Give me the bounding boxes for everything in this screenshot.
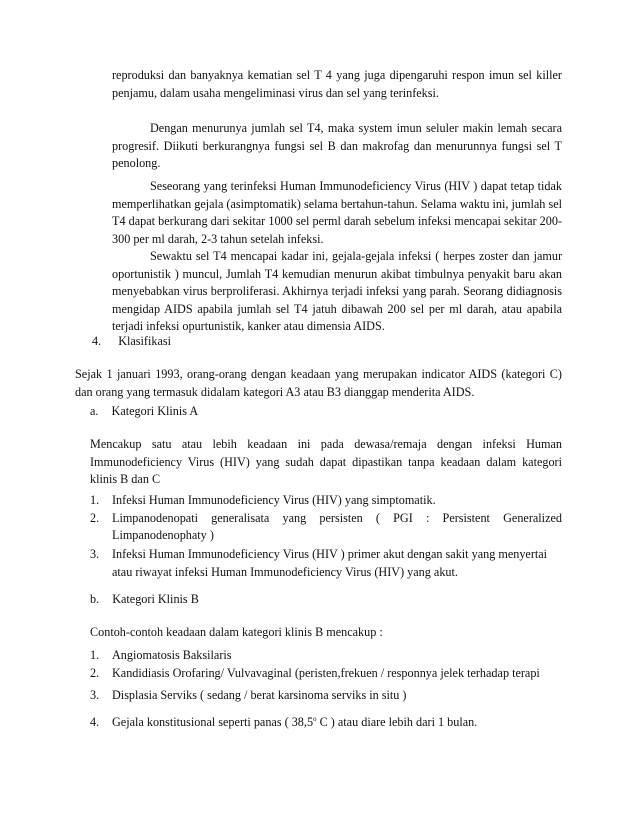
heading-kategori-b <box>90 591 199 609</box>
kategori-b-list <box>90 647 562 682</box>
list-item-text: Limpanodenopati generalisata yang persisten ( PGI : Persistent Generalized Limpanodenophaty ) <box>112 510 562 542</box>
section-heading-klasifikasi <box>92 333 171 351</box>
heading-letter: b. <box>90 592 100 606</box>
list-item-number: 1. <box>90 648 100 662</box>
list-item-text: Infeksi Human Immunodeficiency Virus (HIV ) primer akut dengan sakit yang menyertai atau riwayat infeksi Human Immunodeficiency Virus (HIV) yang akut. <box>112 547 548 579</box>
list-item-text: Kandidiasis Orofaring/ Vulvavaginal (peristen,frekuen / responnya jelek terhadap terapi <box>112 665 540 680</box>
list-item-text: Displasia Serviks ( sedang / berat karsinoma serviks in situ ) <box>112 688 407 702</box>
list-item <box>90 510 562 545</box>
list-item-number: 2. <box>90 510 100 525</box>
list-item <box>90 492 562 510</box>
list-item <box>90 665 562 683</box>
paragraph-aids-diagnosis: Sewaktu sel T4 mencapai kadar ini, gejala-gejala infeksi ( herpes zoster dan jamur oportunistik ) muncul, Jumlah T4 kemudian menurun akibat timbulnya penyakit baru akan menyebabkan virus berproliferasi. Akhirnya terjadi infeksi yang parah. Seorang didiagnosis mengidap AIDS apabila jumlah sel T4 jatuh dibawah 200 sel per ml darah, atau apabila terjadi infeksi opurtunistik, kanker atau dimensia AIDS. <box>112 249 562 333</box>
heading-kategori-a <box>90 403 198 421</box>
list-item-number: 1. <box>90 493 100 507</box>
list-item-number: 3. <box>90 547 100 561</box>
list-item <box>90 546 562 581</box>
paragraph-classification-intro: Sejak 1 januari 1993, orang-orang dengan keadaan yang merupakan indicator AIDS (kategori C) dan orang yang termasuk didalam kategori A3 atau B3 dianggap menderita AIDS. <box>75 367 562 399</box>
text-after-degree: C ) atau diare lebih dari 1 bulan. <box>316 715 478 729</box>
list-item-text: Infeksi Human Immunodeficiency Virus (HIV) yang simptomatik. <box>112 493 436 507</box>
list-item <box>90 714 562 732</box>
degree-superscript: o <box>313 714 317 723</box>
kategori-b-list-item-3 <box>90 687 562 705</box>
paragraph-asymptomatic: Seseorang yang terinfeksi Human Immunodeficiency Virus (HIV ) dapat tetap tidak memperlihatkan gejala (asimptomatik) selama bertahun-tahun. Selama waktu ini, jumlah sel T4 dapat berkurang dari sekitar 1000 sel perml darah sebelum infeksi mencapai sekitar 200-300 per ml darah, 2-3 tahun setelah infeksi. <box>112 179 562 246</box>
heading-letter: a. <box>90 404 99 418</box>
kategori-a-list <box>90 492 562 545</box>
paragraph-immune-response: reproduksi dan banyaknya kematian sel T 4 yang juga dipengaruhi respon imun sel killer penjamu, dalam usaha mengeliminasi virus dan sel yang terinfeksi. <box>112 68 562 100</box>
kategori-a-list-continued <box>90 546 562 581</box>
list-item-number: 4. <box>90 715 100 729</box>
list-item-number: 2. <box>90 665 100 680</box>
paragraph-t4-decline: Dengan menurunya jumlah sel T4, maka system imun seluler makin lemah secara progresif. Diikuti berkurangnya fungsi sel B dan makrofag dan menurunnya fungsi sel T penolong. <box>112 121 562 170</box>
kategori-b-list-item-4 <box>90 714 562 732</box>
section-number: 4. <box>92 334 102 348</box>
list-item-text <box>112 715 477 729</box>
list-item <box>90 687 562 705</box>
heading-title: Kategori Klinis B <box>112 592 199 606</box>
text-before-degree: Gejala konstitusional seperti panas ( 38,5 <box>112 715 314 729</box>
section-title: Klasifikasi <box>118 334 171 348</box>
paragraph-kategori-a-desc: Mencakup satu atau lebih keadaan ini pada dewasa/remaja dengan infeksi Human Immunodeficiency Virus (HIV) yang sudah dapat dipastikan tanpa keadaan dalam kategori klinis B dan C <box>90 437 562 486</box>
list-item-number: 3. <box>90 688 100 702</box>
paragraph-kategori-b-desc: Contoh-contoh keadaan dalam kategori klinis B mencakup : <box>90 625 383 639</box>
list-item-text: Angiomatosis Baksilaris <box>112 648 232 662</box>
list-item <box>90 647 562 665</box>
heading-title: Kategori Klinis A <box>111 404 199 418</box>
